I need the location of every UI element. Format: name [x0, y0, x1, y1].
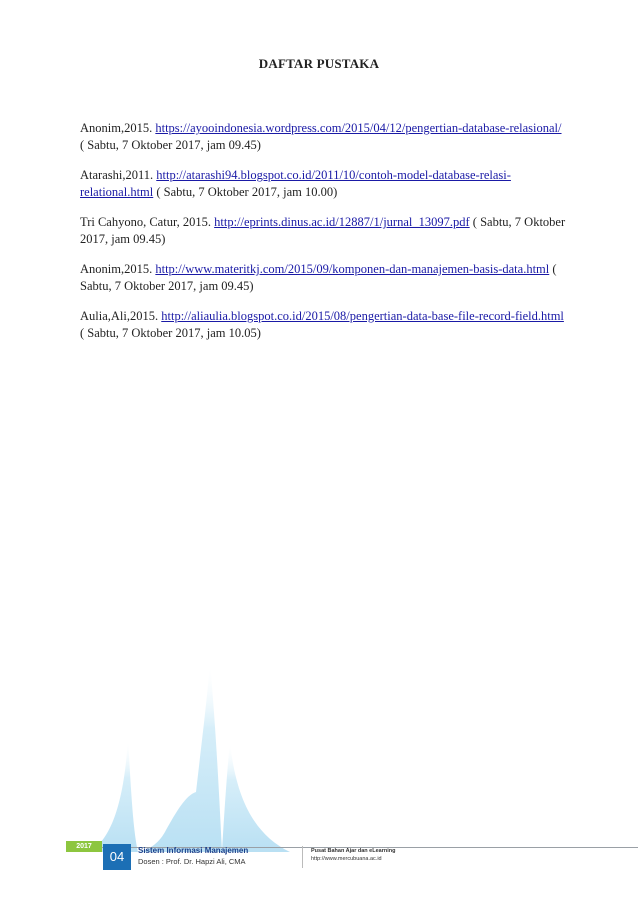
reference-link[interactable]: http://aliaulia.blogspot.co.id/2015/08/pengertian-data-base-file-record-field.html — [161, 309, 564, 323]
reference-access-date: ( Sabtu, 7 Oktober 2017, jam 09.45) — [80, 215, 566, 246]
reference-access-date: ( Sabtu, 7 Oktober 2017, jam 09.45) — [80, 138, 261, 152]
center-url[interactable]: http://www.mercubuana.ac.id — [311, 856, 382, 862]
reference-author-year: Aulia,Ali,2015. — [80, 309, 162, 323]
footer-divider — [302, 846, 303, 868]
reference-author-year: Atarashi,2011. — [80, 168, 157, 182]
reference-link[interactable]: https://ayooindonesia.wordpress.com/2015/04/12/pengertian-database-relasional/ — [155, 121, 562, 135]
page-footer — [0, 840, 638, 880]
reference-access-date: ( Sabtu, 7 Oktober 2017, jam 10.05) — [80, 326, 261, 340]
reference-access-date: ( Sabtu, 7 Oktober 2017, jam 09.45) — [80, 262, 557, 293]
reference-author-year: Anonim,2015. — [80, 121, 156, 135]
year-badge: 2017 — [66, 841, 102, 852]
reference-access-date: ( Sabtu, 7 Oktober 2017, jam 10.00) — [153, 185, 338, 199]
course-title: Sistem Informasi Manajemen — [138, 846, 249, 855]
week-badge: 04 — [103, 844, 131, 870]
page-title: DAFTAR PUSTAKA — [258, 56, 380, 71]
building-left-spire — [88, 738, 138, 852]
lecturer-name: Dosen : Prof. Dr. Hapzi Ali, CMA — [138, 857, 246, 866]
center-name: Pusat Bahan Ajar dan eLearning — [311, 848, 396, 854]
building-right-spire — [222, 742, 290, 852]
reference-author-year: Anonim,2015. — [80, 262, 156, 276]
reference-link[interactable]: http://atarashi94.blogspot.co.id/2011/10/contoh-model-database-relasi-relational.html — [80, 168, 511, 199]
reference-link[interactable]: http://www.materitkj.com/2015/09/komponen-dan-manajemen-basis-data.html — [155, 262, 550, 276]
reference-link[interactable]: http://eprints.dinus.ac.id/12887/1/jurnal_13097.pdf — [214, 215, 470, 229]
reference-author-year: Tri Cahyono, Catur, 2015. — [80, 215, 215, 229]
building-center-tower — [138, 662, 222, 852]
